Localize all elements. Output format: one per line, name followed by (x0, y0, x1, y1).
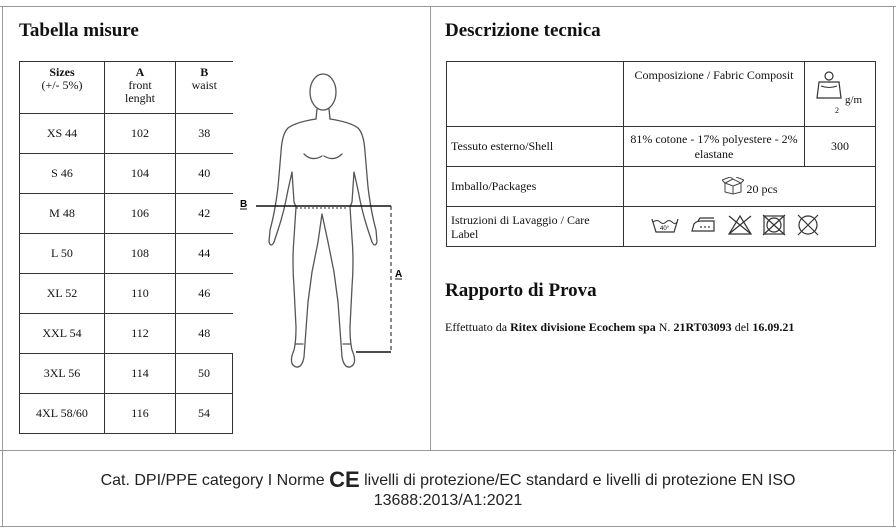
report-del-label: del (734, 320, 750, 334)
body-silhouette (269, 74, 377, 367)
footer-category: Cat. DPI/PPE category I Norme (100, 472, 325, 489)
tech-table (446, 61, 876, 247)
packages-value-cell (624, 167, 876, 207)
tech-row-shell (447, 127, 876, 167)
table-row (20, 114, 233, 154)
shell-composition: 81% cotone - 17% polyestere - 2% elastane (624, 127, 805, 167)
table-row (20, 194, 233, 234)
frame-bottom (0, 526, 896, 527)
label-a: A (395, 269, 403, 280)
report-number: 21RT03093 (673, 320, 732, 334)
footer-standard: livelli di protezione/EC standard e livelli di protezione EN ISO (364, 472, 796, 489)
iron-icon (692, 218, 714, 231)
tech-row-care (447, 207, 876, 247)
size-table-header (20, 62, 233, 114)
footer-norms (20, 467, 876, 511)
front-length-cell: 104 (105, 154, 176, 194)
table-row (20, 274, 233, 314)
composition-header: Composizione / Fabric Composit (624, 62, 805, 127)
table-row (20, 154, 233, 194)
shell-label: Tessuto esterno/Shell (447, 127, 624, 167)
frame-right (893, 6, 894, 526)
weight-icon (815, 70, 843, 102)
size-cell: 4XL 58/60 (20, 394, 105, 434)
label-b: B (240, 199, 248, 210)
frame-left (2, 6, 3, 526)
frame-top (0, 6, 896, 7)
gsm-unit-sup: 2 (835, 106, 839, 115)
no-dry-clean-icon (798, 215, 818, 235)
front-length-cell: 108 (105, 234, 176, 274)
tech-title: Descrizione tecnica (445, 20, 601, 41)
front-length-cell: 106 (105, 194, 176, 234)
front-length-cell: 112 (105, 314, 176, 354)
no-bleach-icon (729, 216, 751, 234)
size-cell: XS 44 (20, 114, 105, 154)
shell-weight: 300 (805, 127, 876, 167)
size-cell: 3XL 56 (20, 354, 105, 394)
tech-empty-cell (447, 62, 624, 127)
body-measurement-figure (236, 62, 416, 380)
wash-40-icon (652, 219, 678, 232)
weight-header (805, 62, 876, 127)
size-cell: L 50 (20, 234, 105, 274)
ce-mark-icon: CE (329, 467, 360, 492)
col-sizes-header: Sizes (+/- 5%) (20, 62, 105, 114)
table-row (20, 354, 233, 394)
waist-cell: 54 (176, 394, 233, 434)
gsm-unit: g/m (845, 94, 863, 106)
report-line (445, 320, 794, 335)
waist-cell: 38 (176, 114, 233, 154)
table-row (20, 234, 233, 274)
front-length-cell: 116 (105, 394, 176, 434)
tech-row-packages (447, 167, 876, 207)
box-icon (722, 177, 744, 195)
care-label: Istruzioni di Lavaggio / Care Label (447, 207, 624, 247)
packages-value: 20 pcs (746, 181, 778, 196)
packages-label: Imballo/Packages (447, 167, 624, 207)
size-cell: XXL 54 (20, 314, 105, 354)
front-length-cell: 114 (105, 354, 176, 394)
frame-divider (0, 450, 896, 451)
care-icons (650, 214, 850, 236)
column-divider (430, 6, 431, 450)
report-lab: Ritex divisione Ecochem spa (510, 320, 656, 334)
size-table-title: Tabella misure (19, 20, 139, 41)
report-prefix: Effettuato da (445, 320, 508, 334)
col-a-header: A front lenght (105, 62, 176, 114)
waist-cell: 50 (176, 354, 233, 394)
size-cell: XL 52 (20, 274, 105, 314)
care-icons-cell (624, 207, 876, 247)
waist-cell: 48 (176, 314, 233, 354)
table-row (20, 314, 233, 354)
col-b-header: B waist (176, 62, 233, 114)
report-date: 16.09.21 (752, 320, 795, 334)
report-title: Rapporto di Prova (445, 280, 597, 301)
no-tumble-dry-icon (763, 215, 785, 235)
table-row (20, 394, 233, 434)
waist-cell: 44 (176, 234, 233, 274)
front-length-cell: 102 (105, 114, 176, 154)
waist-cell: 42 (176, 194, 233, 234)
footer-iso: 13688:2013/A1:2021 (373, 492, 523, 509)
front-length-cell: 110 (105, 274, 176, 314)
wash-temp: 40° (659, 225, 669, 232)
tech-header-row (447, 62, 876, 127)
size-table (19, 61, 233, 434)
waist-cell: 40 (176, 154, 233, 194)
size-cell: S 46 (20, 154, 105, 194)
report-n-label: N. (658, 320, 671, 334)
waist-cell: 46 (176, 274, 233, 314)
size-cell: M 48 (20, 194, 105, 234)
